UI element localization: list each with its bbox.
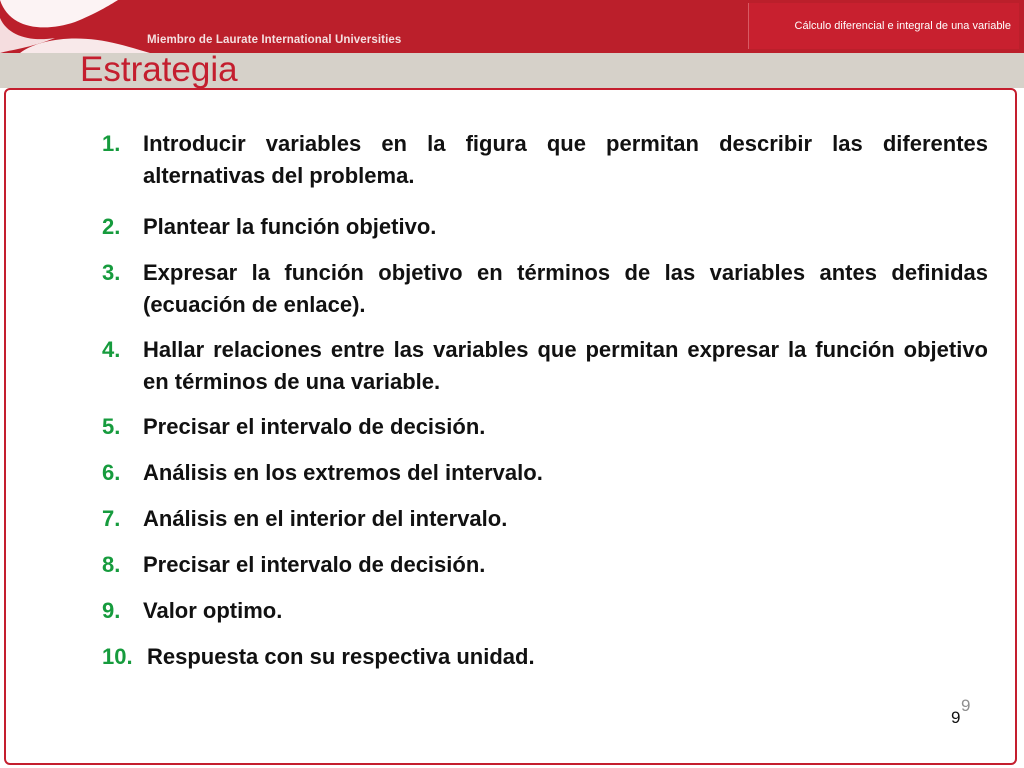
step-number: 5. — [102, 414, 121, 439]
step-text: Respuesta con su respectiva unidad. — [147, 644, 535, 669]
page-number-shadow: 9 — [961, 696, 971, 715]
step-text: Plantear la función objetivo. — [143, 214, 437, 239]
course-title: Cálculo diferencial e integral de una variable — [794, 20, 1011, 32]
course-title-box — [748, 3, 1019, 49]
step-text: Hallar relaciones entre las variables que permitan expresar la función objetivo en términos de una variable. — [143, 337, 988, 394]
step-text: Precisar el intervalo de decisión. — [143, 552, 486, 577]
step-number: 9. — [102, 598, 121, 623]
step-number: 6. — [102, 460, 121, 485]
step-text: Análisis en los extremos del intervalo. — [143, 460, 543, 485]
step-text: Análisis en el interior del intervalo. — [143, 506, 508, 531]
slide-title: Estrategia — [80, 50, 238, 89]
step-text: Introducir variables en la figura que permitan describir las diferentes alternativas del problema. — [143, 131, 988, 188]
step-number: 7. — [102, 506, 121, 531]
step-number: 3. — [102, 260, 121, 285]
step-number: 4. — [102, 337, 121, 362]
step-text: Precisar el intervalo de decisión. — [143, 414, 486, 439]
step-number: 8. — [102, 552, 121, 577]
member-text: Miembro de Laurate International Universities — [147, 34, 402, 46]
step-text: Expresar la función objetivo en términos de las variables antes definidas (ecuación de enlace). — [143, 260, 988, 317]
step-number: 2. — [102, 214, 121, 239]
page-number: 9 — [951, 708, 961, 727]
header-bar — [0, 0, 1024, 53]
university-logo-icon — [0, 0, 150, 53]
step-number: 1. — [102, 131, 121, 156]
step-number: 10. — [102, 644, 133, 669]
step-text: Valor optimo. — [143, 598, 283, 623]
